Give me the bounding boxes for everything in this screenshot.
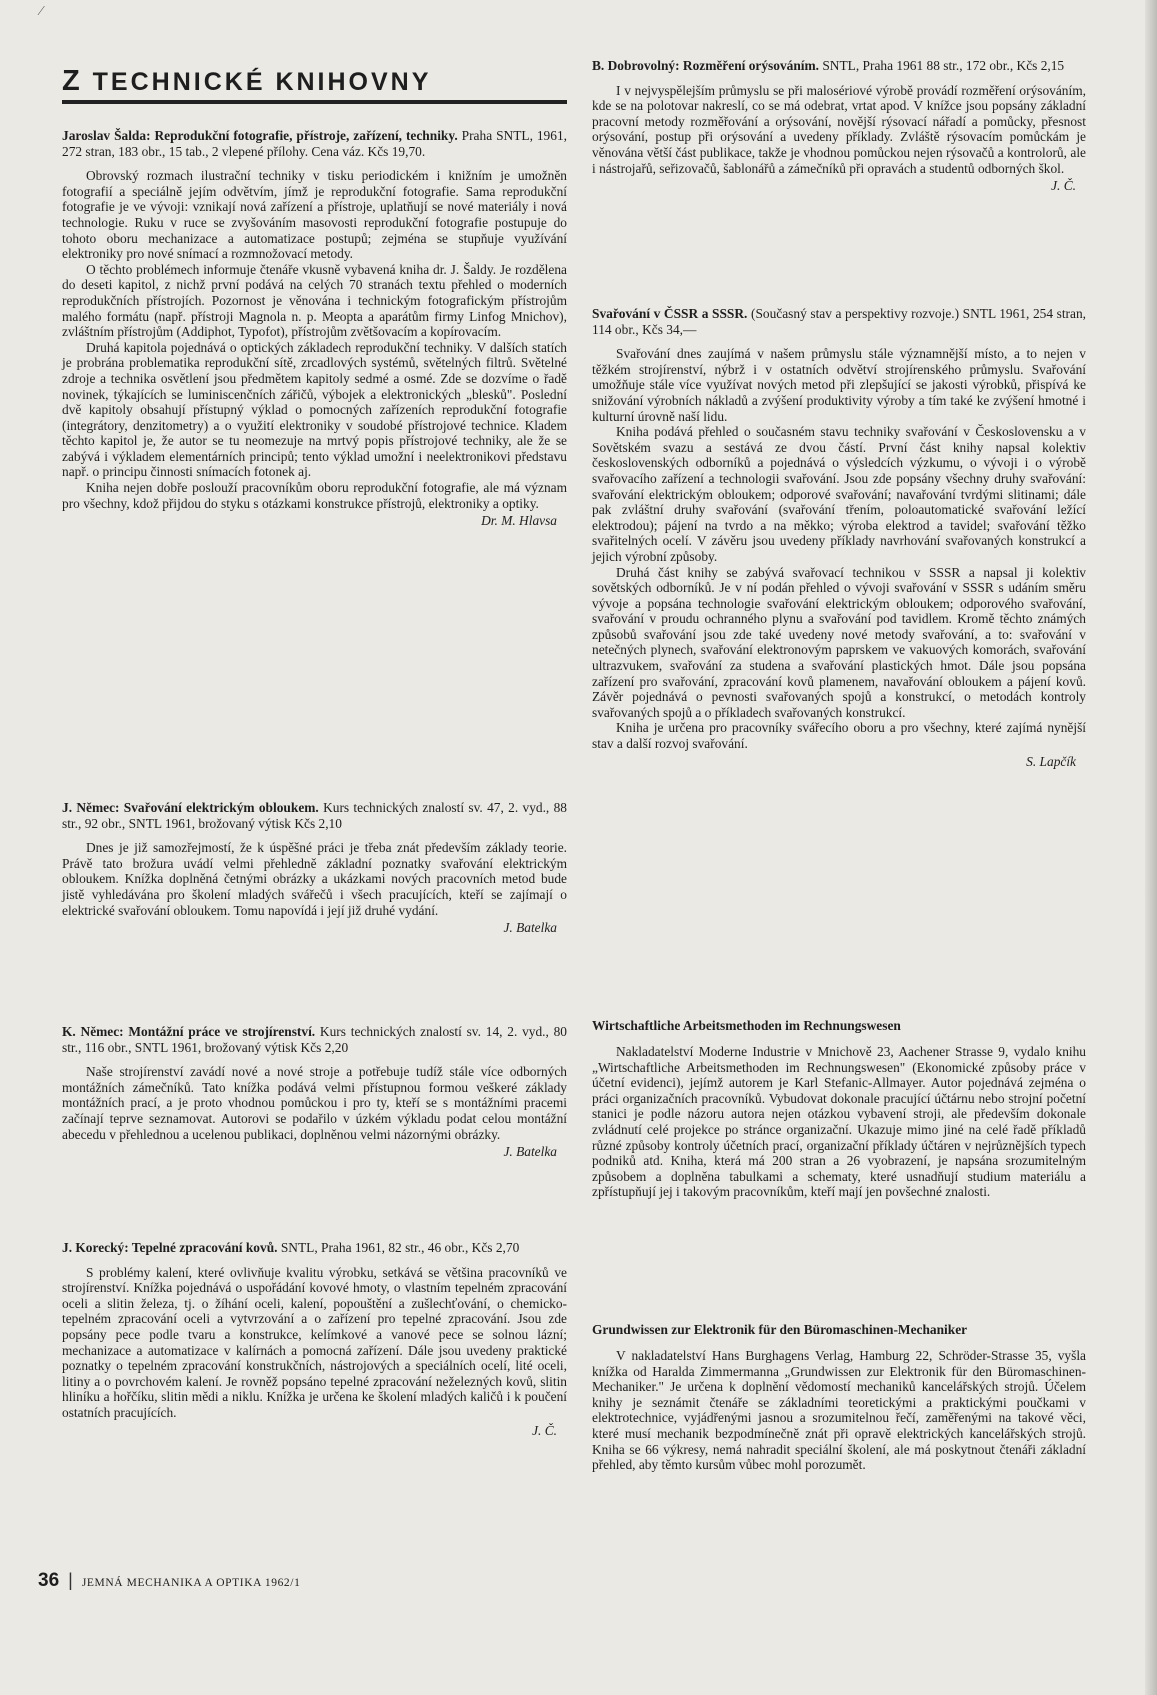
review-korecky <box>62 1240 567 1439</box>
review-salda <box>62 128 567 529</box>
review-heading <box>62 1024 567 1055</box>
review-heading <box>592 306 1086 337</box>
review-title: Jaroslav Šalda: Reprodukční fotografie, přístroje, zařízení, techniky. <box>62 128 458 143</box>
review-nemec-montazni <box>62 1024 567 1160</box>
review-paragraph: Svařování dnes zaujímá v našem průmyslu stále významnější místo, a to nejen v těžkém strojírenství, nýbrž i v ostatních odvětví strojírenského průmyslu. Svařování umožňuje stále více využívat nových metod při zlepšující se jakosti výrobků, přispívá ke snižování výrobních nákladů a zvýšení produktivity výroby a tím také ke zvýšení hmotné i kulturní úrovně naší lidu. <box>592 346 1086 424</box>
page-number: 36 <box>38 1570 60 1591</box>
corner-mark: ⁄ <box>40 4 43 19</box>
review-bibliographic-info: Praha SNTL, 1961, 272 stran, 183 obr., 15 tab., 2 vlepené přílohy. Cena váz. Kčs 19,70. <box>62 128 567 159</box>
review-title: Svařování v ČSSR a SSSR. <box>592 306 748 321</box>
review-nemec-svarovani <box>62 800 567 936</box>
review-signature: J. Č. <box>1051 178 1076 194</box>
section-title-initial: Z <box>62 65 83 97</box>
review-title: K. Němec: Montážní práce ve strojírenství. <box>62 1024 316 1039</box>
journal-name: JEMNÁ MECHANIKA A OPTIKA 1962/1 <box>81 1577 301 1589</box>
review-bibliographic-info: (Současný stav a perspektivy rozvoje.) SNTL 1961, 254 stran, 114 obr., Kčs 34,— <box>592 306 1086 337</box>
review-heading <box>62 800 567 831</box>
review-paragraph: Nakladatelství Moderne Industrie v Mnichově 23, Aachener Strasse 9, vydalo knihu „Wirtschaftliche Arbeitsmethoden im Rechnungswesen" (Ekonomické způsoby práce v účetní evidenci), jejímž autorem je Karl Stefanic-Allmayer. Autor pojednává zejména o práci organizačních pracovníků. Vybudovat dokonale pracující účtárnu nebo strojní početní stanici je podle názoru autora nejen otázkou vybavení stroji, ale především dokonale zvládnutí celé projekce po stránce organizační. Ukazuje mimo jiné na celé řadě příkladů různé způsoby kontroly účetních prací, organizační příklady účtáren v nejrůznějších typech podniků atd. Kniha, která má 200 stran a 26 vyobrazení, je napsána srozumitelným způsobem a doplněna tabulkami a schematy, které usnadňují studium materiálu a zpřístupňují jej i takovým pracovníkům, kteří mají jen povšechné znalosti. <box>592 1044 1086 1200</box>
footer-separator: | <box>68 1570 73 1590</box>
page-edge-shadow <box>1145 0 1157 1695</box>
review-heading <box>62 1240 567 1256</box>
review-bibliographic-info: Kurs technických znalostí sv. 14, 2. vyd., 80 str., 116 obr., SNTL 1961, brožovaný výtisk Kčs 2,20 <box>62 1024 568 1055</box>
review-paragraph: Druhá kapitola pojednává o optických základech reprodukční techniky. V dalších statích je probrána problematika reprodukční sítě, zrcadlových systémů, světelných filtrů. Světelné zdroje a technika osvětlení jsou předmětem kapitoly sedmé a osmé. Zde se dozvíme o řadě novinek, týkajících se luminiscenčních zářičů, výbojek a elektronických „blesků". Poslední dvě kapitoly obsahují přístupný výklad o pomocných zařízeních reprodukční fotografie (integrátory, denzitometry) a o využití elektroniky v soudobé přístrojové technice. Kladem těchto kapitol je, že autor se tu neomezuje na mrtvý popis přístrojové techniky, ale že se zabývá i výkladem elementárních principů; tento výklad umožní i neelektronikovi představu např. o principu činnosti snímacích fotonek aj. <box>62 339 567 480</box>
review-bibliographic-info: SNTL, Praha 1961, 82 str., 46 obr., Kčs 2,70 <box>277 1240 520 1255</box>
review-paragraph: V nakladatelství Hans Burghagens Verlag, Hamburg 22, Schröder-Strasse 35, vyšla knížka od Haralda Zimmermanna „Grundwissen zur Elektronik für den Büromaschinen-Mechaniker." Je určena k doplnění vědomostí mechaniků kancelářských strojů. Účelem knihy je seznámit čtenáře se základními teoretickými a praktickými poučkami v elektrotechnice, vyjádřenými jasnou a srozumitelnou řečí, zaměřenými na takové věci, které musí mechanik bezpodmínečně znát při opravě elektrických kancelářských strojů. Kniha se 66 výkresy, nemá nahradit speciální školení, ale má poskytnout čtenáři základní přehled, aby těmto kursům vůbec mohl porozumět. <box>592 1348 1086 1473</box>
review-paragraph: Kniha je určena pro pracovníky svářecího oboru a pro všechny, které zajímá nynější stav a další rozvoj svařování. <box>592 720 1086 752</box>
review-title: B. Dobrovolný: Rozměření orýsováním. <box>592 58 820 73</box>
review-bibliographic-info: SNTL, Praha 1961 88 str., 172 obr., Kčs 2,15 <box>819 58 1065 73</box>
review-wirtschaftliche <box>592 1018 1086 1200</box>
review-title: J. Němec: Svařování elektrickým obloukem. <box>62 800 319 815</box>
review-title: J. Korecký: Tepelné zpracování kovů. <box>62 1240 278 1255</box>
review-heading <box>62 128 567 159</box>
review-paragraph: S problémy kalení, které ovlivňuje kvalitu výrobku, setkává se většina pracovníků ve strojírenství. Knížka pojednává o uspořádání kovové hmoty, o vlastním tepelném zpracování oceli a slitin železa, tj. o žíhání oceli, kalení, popouštění a zušlechťování, o chemicko-tepelném zpracování oceli a vytvrzování a o zařízení pro tepelné zpracování. Jsou zde popsány pece podle tvaru a konstrukce, kelímkové a vanové pece se solnou lázní; mechanizace a automatizace v kalírnách a pomocná zařízení. Dále jsou uvedeny praktické poznatky o tepelném zpracování konstrukčních, nástrojových a speciálních ocelí, lité oceli, litiny a o povrchovém kalení. Je rovněž popsáno tepelné zpracování neželezných kovů, slitin hliníku a hořčíku, slitin mědi a niklu. Knížka je určena ke školení mladých kaličů i k poučení ostatních pracujících. <box>62 1264 567 1420</box>
review-paragraph: I v nejvyspělejším průmyslu se při malosériové výrobě provádí rozměření orýsováním, kde se na polotovar nakreslí, co se má odebrat, vrtat apod. V knížce jsou popsány základní pracovní metody rozměřování a orýsování, novější rýsovací nářadí a pomůcky, přesnost orýsování, postup při orýsování a uvedeny příklady. Zvláště rýsovacím pomůckám je věnována větší část publikace, takže je vhodnou pomůckou nejen rýsovačů a kontrolorů, ale i nástrojařů, seřizovačů, šablonářů a zámečníků při opravách a studentů odborných škol. <box>592 82 1086 176</box>
review-paragraph: Obrovský rozmach ilustrační techniky v tisku periodickém i knižním je umožněn fotografií a speciálně jejím odvětvím, jímž je reprodukční fotografie. Sama reprodukční fotografie je ve vývoji: vznikají nová zařízení a přístroje, uplatňují se nové materiály i nová technologie. Ruku v ruce se zvyšováním masovosti reprodukční fotografie postupuje do tohoto oboru mechanizace a automatizace postupů; zejména se stupňuje využívání elektroniky pro nové snímací a rozmnožovací metody. <box>62 168 567 262</box>
review-paragraph: Dnes je již samozřejmostí, že k úspěšné práci je třeba znát především základy teorie. Právě tato brožura uvádí velmi přehledně základní poznatky svařování elektrickým obloukem. Knížka doplněná četnými obrázky a ukázkami nových pracovních metod bude jistě vyhledávána pro školení mladých svářečů i všech pracujících, kteří se zajímají o elektrické svařování obloukem. Tomu napovídá i její již druhé vydání. <box>62 840 567 918</box>
section-title <box>62 66 567 97</box>
review-title: Grundwissen zur Elektronik für den Büromaschinen-Mechaniker <box>592 1322 968 1337</box>
review-dobrovolny <box>592 58 1086 194</box>
review-signature: J. Batelka <box>503 920 557 936</box>
review-paragraph: Druhá část knihy se zabývá svařovací technikou v SSSR a napsal ji kolektiv sovětských odborníků. Je v ní podán přehled o vývoji svařování v SSSR s udáním směru vývoje a popsána technologie svařování elektrickým obloukem; odporového svařování, svařování v proudu ochranného plynu a svařování pod tavidlem. Kromě těchto známých způsobů svařování jsou zde také uvedeny nové metody svařování, a to: svařování v netečných plynech, svařování elektronovým paprskem ve vakuových komorách, svařování ultrazvukem, svařování za studena a svařování plastických hmot. Dále jsou popsána zařízení pro svařování, zpracování kovů plamenem, navařování obloukem a pájení kovů. Závěr pojednává o pevnosti svařovaných spojů a konstrukcí, o metodách kontroly svařovaných spojů a o příkladech svařovaných konstrukcí. <box>592 564 1086 720</box>
review-grundwissen <box>592 1322 1086 1473</box>
review-paragraph: Kniha podává přehled o současném stavu techniky svařování v Československu a v Sovětském svazu a sestává ze dvou částí. První část knihy napsal kolektiv československých odborníků a pojednává o výsledcích výzkumu, o vývoji i o výrobě svařovacího zařízení a technologii svařování. Jsou zde popsány všechny druhy svařování: svařování elektrickým obloukem; odporové svařování; navařování tvrdými slitinami; dále pak zvláštní druhy svařování (svařování třením, poloautomatické svařování ležící elektrodou); pájení na tvrdo a na měkko; výroba elektrod a tavidel; svařování těžko svařitelných ocelí. V závěru jsou uvedeny příklady navrhování svařovaných konstrukcí a jejich výrobní způsoby. <box>592 424 1086 564</box>
review-paragraph: O těchto problémech informuje čtenáře vkusně vybavená kniha dr. J. Šaldy. Je rozdělena do deseti kapitol, z nichž první podává na celých 70 stranách textu přehled o moderních reprodukčních přístrojích. Pozornost je věnována i technickým fotografickým přístrojům malého formátu (např. přístroji Magnola n. p. Meopta a aparátům firmy Linfog Mnichov), zvláštním přístrojům (Addiphot, Typofot), přístrojům zvětšovacím a kopírovacím. <box>62 261 567 340</box>
review-signature: J. Batelka <box>503 1144 557 1160</box>
review-signature: J. Č. <box>532 1422 557 1438</box>
review-paragraph: Kniha nejen dobře poslouží pracovníkům oboru reprodukční fotografie, ale má význam pro všechny, kdož přijdou do styku s otázkami konstrukce přístrojů, elektroniky a optiky. <box>62 480 567 511</box>
review-bibliographic-info: Kurs technických znalostí sv. 47, 2. vyd., 88 str., 92 obr., SNTL 1961, brožovaný výtisk Kčs 2,10 <box>62 800 567 831</box>
review-signature: Dr. M. Hlavsa <box>481 513 557 529</box>
review-paragraph: Naše strojírenství zavádí nové a nové stroje a potřebuje tudíž stále více odborných montážních zámečníků. Tato knížka podává velmi přístupnou formou veškeré základy montážních prací, a je proto vhodnou pomůckou i pro ty, kteří se s montážními pracemi začínají teprve seznamovat. Autorovi se podařilo v úzkém výkladu podat celou montážní abecedu v přehlednou a ucelenou publikaci, doplněnou velmi názornými obrázky. <box>62 1064 567 1142</box>
review-signature: S. Lapčík <box>1026 753 1076 769</box>
section-title-rest: TECHNICKÉ KNIHOVNY <box>82 68 432 96</box>
page-footer <box>38 1570 300 1592</box>
review-svarovani-cssr <box>592 306 1086 770</box>
review-heading <box>592 58 1086 74</box>
title-rule <box>62 100 567 104</box>
review-title: Wirtschaftliche Arbeitsmethoden im Rechnungswesen <box>592 1018 901 1033</box>
